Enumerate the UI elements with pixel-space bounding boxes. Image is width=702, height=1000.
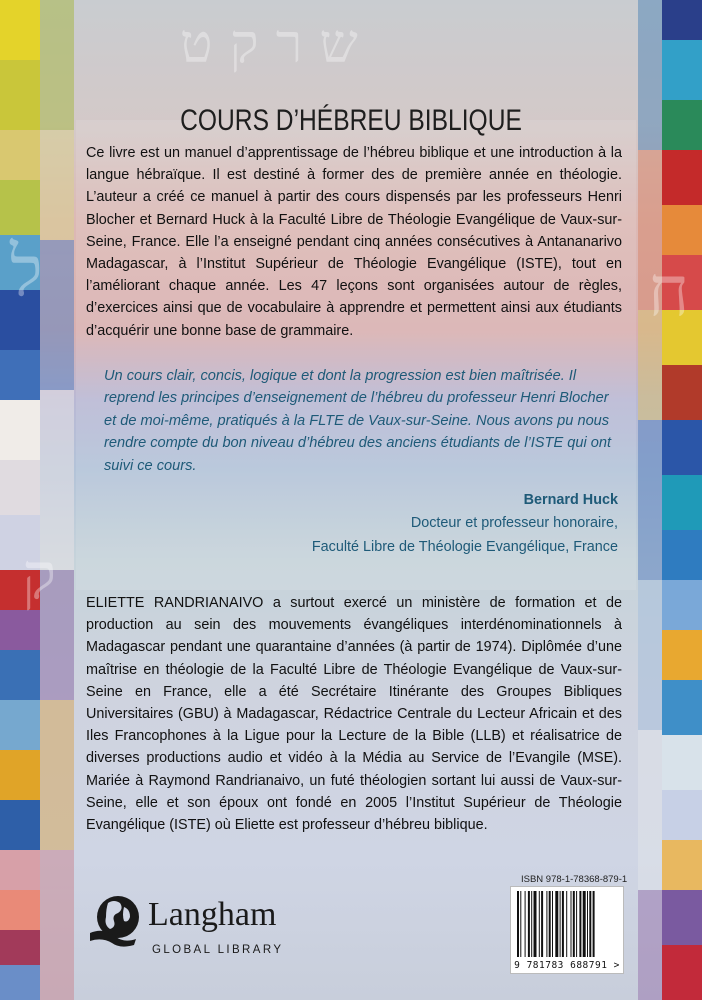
isbn-number: ISBN 978-1-78368-879-1	[521, 874, 628, 885]
right-color-band	[662, 0, 702, 1000]
hebrew-glyph-decoration: ל	[10, 230, 43, 312]
hebrew-glyph-decoration: ח	[648, 250, 690, 332]
left-color-band-faded	[40, 0, 74, 1000]
globe-hand-icon	[88, 893, 142, 949]
endorser-institution: Faculté Libre de Théologie Evangélique, France	[311, 539, 618, 555]
book-title: COURS D’HÉBREU BIBLIQUE	[180, 104, 522, 138]
barcode	[510, 886, 624, 974]
barcode-bars	[517, 891, 617, 957]
endorser-name: Bernard Huck	[523, 492, 618, 508]
barcode-digits: 9 781783 688791 >	[514, 960, 620, 971]
hebrew-glyph-decoration: ש ר ק ט	[180, 12, 358, 75]
endorser-role: Docteur et professeur honoraire,	[410, 515, 618, 531]
publisher-subtitle: GLOBAL LIBRARY	[152, 944, 284, 956]
left-color-band	[0, 0, 40, 1000]
book-description: Ce livre est un manuel d’apprentissage de l’hébreu biblique et une introduction à la langue hébraïque. Il est destiné à former des de première année en théologie. L’auteur a créé ce manuel à partir des cours dispensés par les professeurs Henri Blocher et Bernard Huck à la Faculté Libre de Théologie Evangélique de Vaux-sur-Seine, France. Elle l’a enseigné pendant cinq années consécutives à Antananarivo Madagascar, à l’Institut Supérieur de Théologie Evangélique (ISTE), tout en l’améliorant chaque année. Les 47 leçons sont organisées autour de règles, d’exercices ainsi que de vocabulaire à apprendre et permettent ainsi aux étudiants d’acquérir une bonne base de grammaire.	[86, 145, 622, 339]
hebrew-glyph-decoration: ק	[22, 540, 57, 614]
author-bio: ELIETTE RANDRIANAIVO a surtout exercé un ministère de formation et de production au sein des mouvements évangéliques interdénominationnels à Madagascar pendant une quarantaine d’années (à partir de 1974). Diplômée d’une maîtrise en théologie de la Faculté Libre de Théologie Evangélique de Vaux-sur-Seine en France, elle a été Secrétaire Itinérante des Groupes Bibliques Universitaires (GBU) à Madagascar, Rédactrice Centrale du Lecteur Africain et des Iles Francophones à la Ligue pour la Lecture de la Bible (LLB) et réalisatrice de diverses productions audio et vidéo à la Média au Service de l’Evangile (MSE). Mariée à Raymond Randrianaivo, un futé théologien sortant lui aussi de Vaux-sur-Seine, elle et son époux ont fondé en 2005 l’Institut Supérieur de Théologie Evangélique (ISTE) où Eliette est professeur d’hébreu biblique.	[86, 595, 622, 834]
right-color-band-faded	[638, 0, 662, 1000]
endorsement-quote: Un cours clair, concis, logique et dont la progression est bien maîtrisée. Il reprend les principes d’enseignement de l’hébreu du professeur Henri Blocher et de moi-même, pratiqués à la FLTE de Vaux-sur-Seine. Nous avons pu nous rendre compte du bon niveau d’hébreu des anciens étudiants de l’ISTE qui ont suivi ce cours.	[104, 368, 612, 474]
publisher-name: Langham	[148, 896, 277, 933]
